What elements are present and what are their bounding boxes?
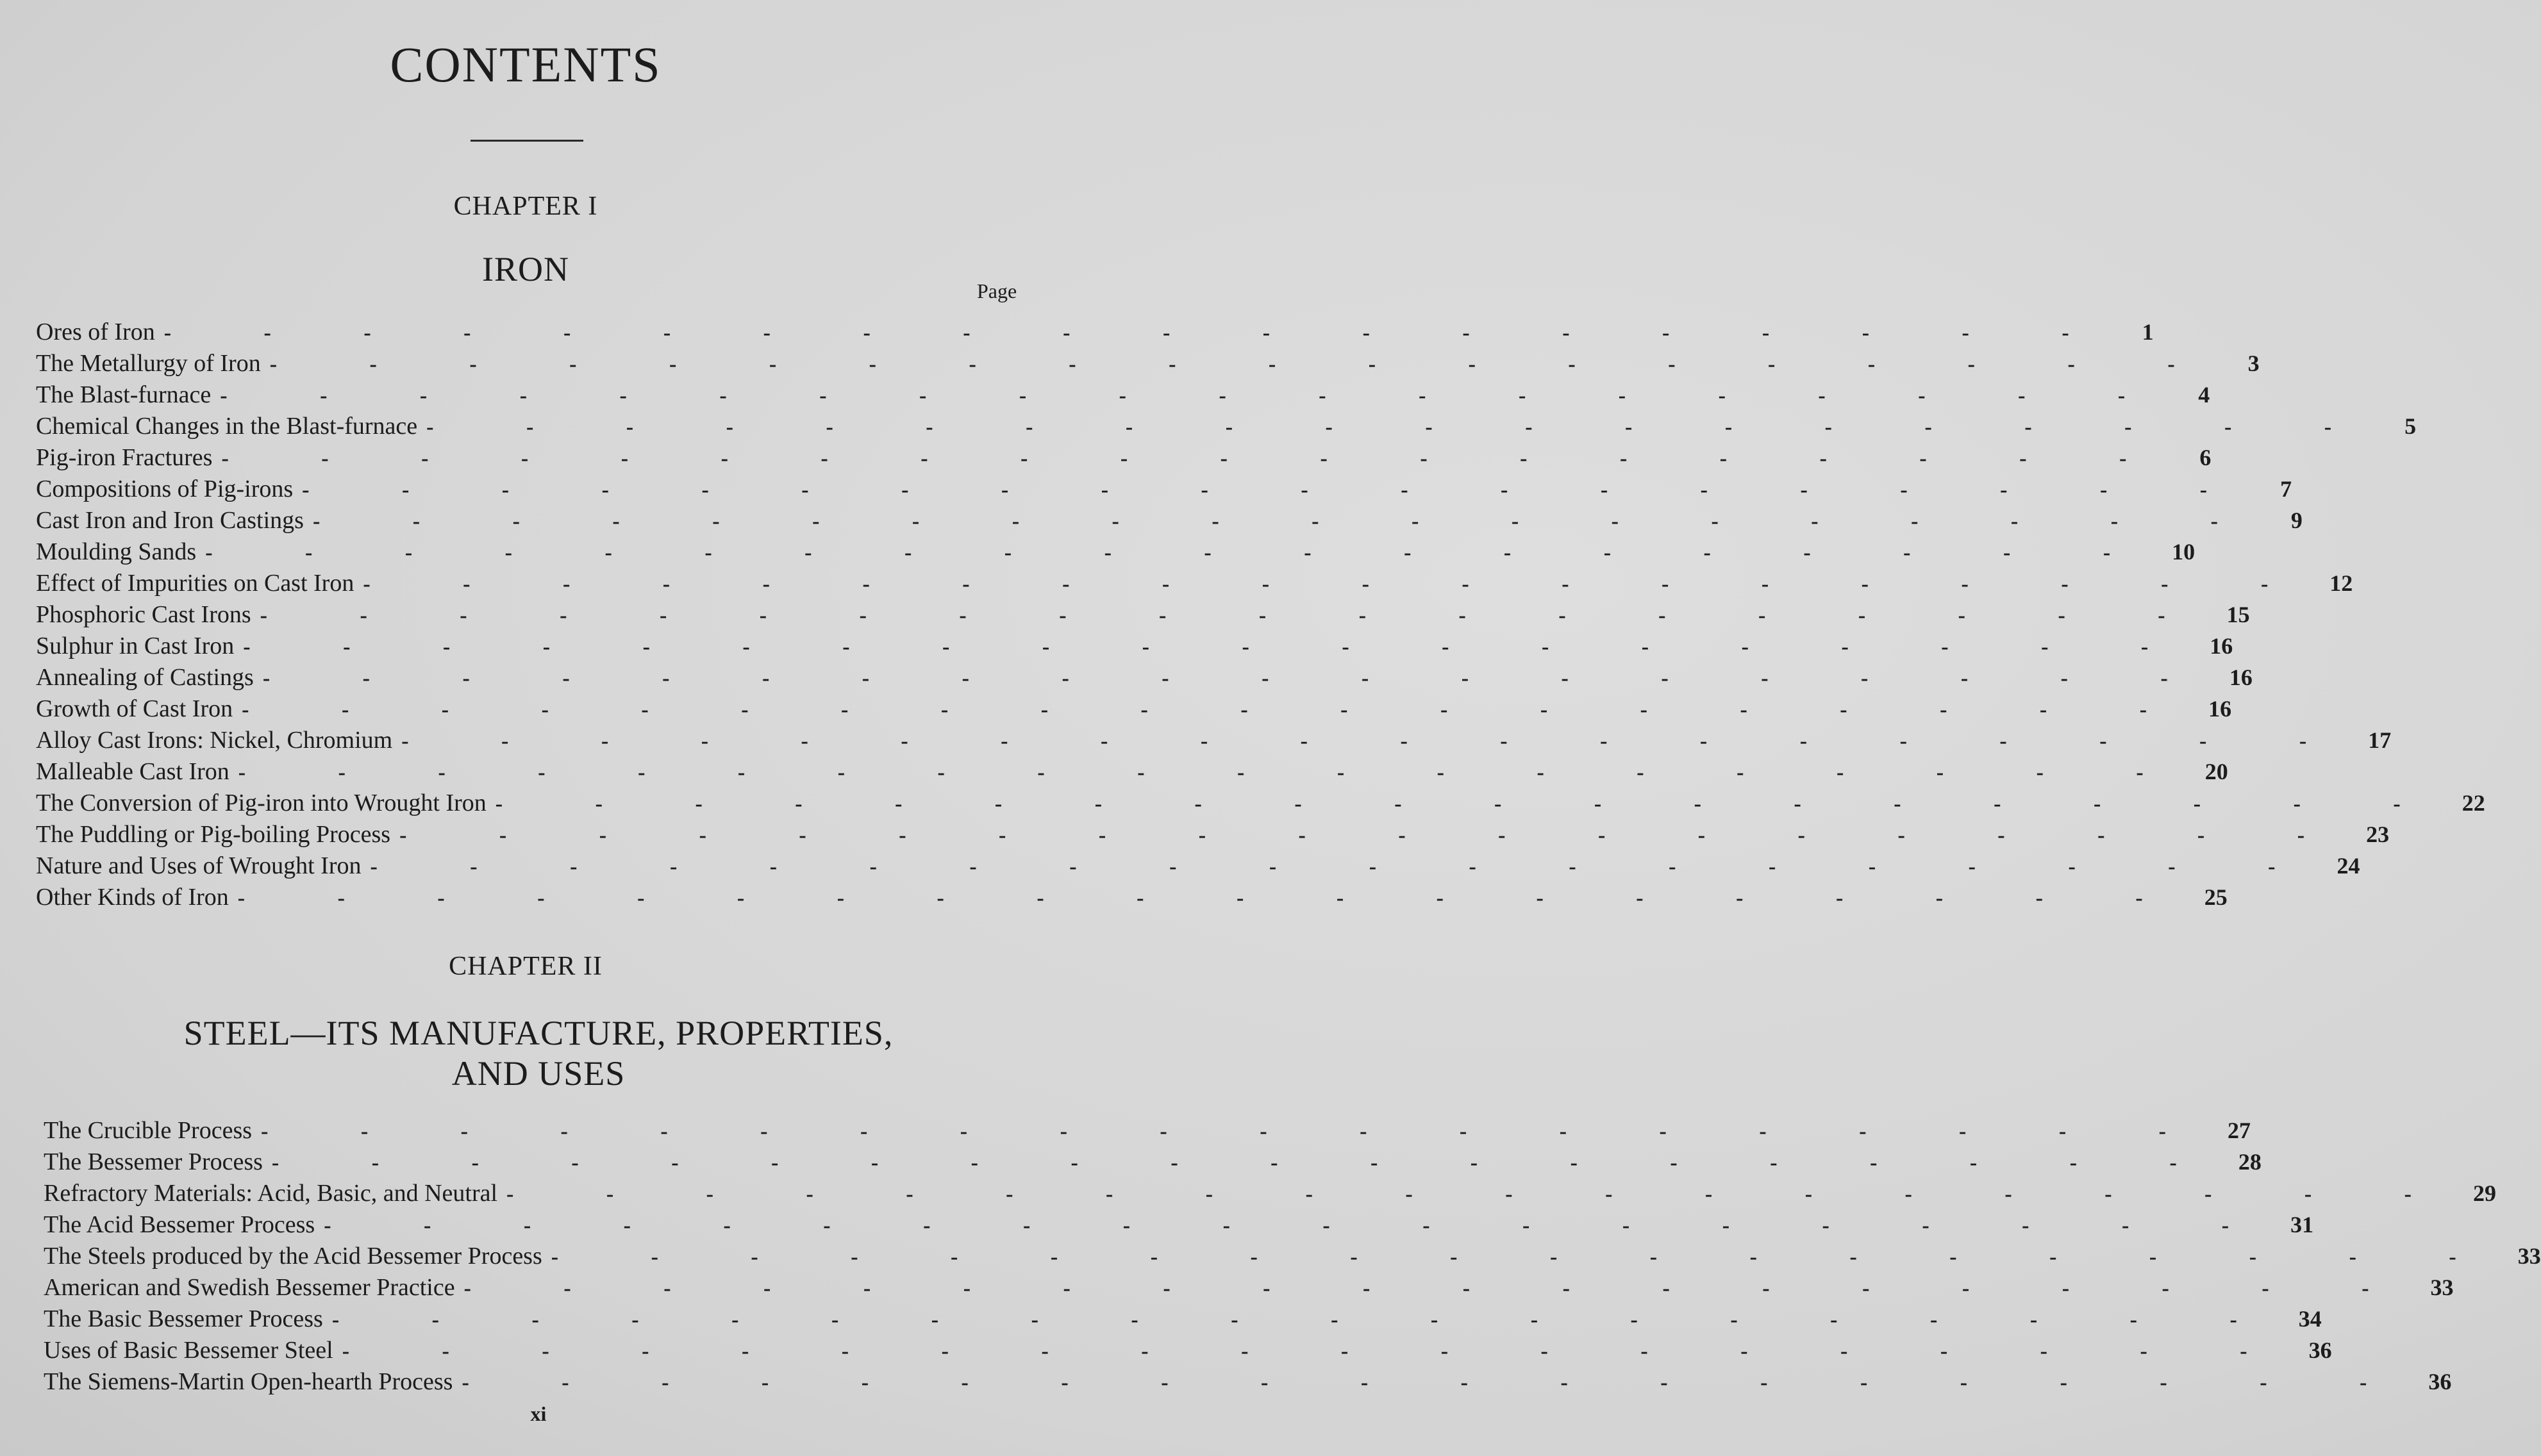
toc-entry[interactable] (44, 1273, 2454, 1305)
dot-leader: - - - - - - - - - - - - - - - - - - - - (260, 604, 2209, 627)
chapter-2-entries (44, 1116, 2541, 1399)
dot-leader: - - - - - - - - - - - - - - - - - - - - (238, 761, 2187, 784)
page-number-folio: xi (530, 1402, 547, 1425)
toc-entry-page: 7 (2280, 476, 2292, 502)
toc-entry-page: 4 (2198, 382, 2210, 408)
toc-entry[interactable] (36, 318, 2154, 349)
dot-leader: - - - - - - - - - - - - - - - - - - - - (302, 478, 2251, 502)
dot-leader: - - - - - - - - - - - - - - - - - - - - (495, 792, 2444, 816)
dot-leader: - - - - - - - - - - - - - - - - - - - - (399, 823, 2349, 847)
toc-entry-title: Nature and Uses of Wrought Iron (36, 852, 362, 879)
dot-leader: - - - - - - - - - - - - - - - - - - - - (331, 1308, 2281, 1332)
toc-entry[interactable] (44, 1336, 2332, 1368)
toc-entry-page: 33 (2430, 1275, 2454, 1300)
toc-entry-page: 6 (2199, 445, 2212, 470)
toc-entry-title: The Crucible Process (44, 1117, 253, 1144)
toc-entry-page: 34 (2298, 1306, 2322, 1332)
toc-entry-title: Cast Iron and Iron Castings (36, 507, 304, 534)
dot-leader: - - - - - - - - - - - - - - - - - - - - (342, 1339, 2291, 1363)
dot-leader: - - - - - - - - - - - - - - - - - - - - (221, 447, 2170, 470)
dot-leader: - - - - - - - - - - - - - - - - - - - - (237, 886, 2187, 910)
toc-entry[interactable] (36, 726, 2392, 757)
page-column-header: Page (977, 279, 1017, 302)
dot-leader: - - - - - - - - - - - - - - - - - - - - (271, 1151, 2220, 1175)
chapter-2-label: CHAPTER II (449, 952, 603, 981)
toc-entry-title: The Acid Bessemer Process (44, 1211, 315, 1238)
toc-entry-title: Pig-iron Fractures (36, 444, 213, 471)
toc-entry[interactable] (36, 663, 2253, 695)
toc-entry-title: The Metallurgy of Iron (36, 350, 261, 377)
dot-leader: - - - - - - - - - - - - - - - - - - - - (220, 384, 2169, 408)
toc-entry-title: The Bessemer Process (44, 1148, 263, 1175)
toc-entry[interactable] (36, 349, 2260, 381)
toc-entry[interactable] (36, 695, 2232, 726)
chapter-1-title: IRON (482, 250, 569, 288)
toc-entry-page: 29 (2472, 1180, 2496, 1206)
toc-entry[interactable] (44, 1305, 2322, 1336)
toc-entry-title: Ores of Iron (36, 318, 155, 345)
dot-leader: - - - - - - - - - - - - - - - - - - - - (370, 855, 2319, 879)
toc-entry-title: Phosphoric Cast Irons (36, 601, 251, 628)
dot-leader: - - - - - - - - - - - - - - - - - - - - (243, 635, 2192, 659)
toc-entry[interactable] (36, 820, 2390, 852)
toc-entry-title: Effect of Impurities on Cast Iron (36, 570, 354, 597)
toc-entry-page: 24 (2337, 853, 2360, 879)
dot-leader: - - - - - - - - - - - - - - - - - - - - (163, 321, 2113, 345)
toc-entry-title: The Basic Bessemer Process (44, 1305, 323, 1332)
toc-entry-page: 16 (2210, 633, 2233, 659)
toc-entry-title: The Steels produced by the Acid Bessemer Process (44, 1243, 542, 1270)
toc-entry-page: 22 (2462, 790, 2485, 816)
toc-entry-title: Other Kinds of Iron (36, 884, 229, 911)
toc-entry-title: Moulding Sands (36, 538, 197, 565)
toc-entry-page: 33 (2517, 1243, 2541, 1269)
toc-entry-page: 3 (2247, 351, 2260, 376)
dot-leader: - - - - - - - - - - - - - - - - - - - - (261, 1120, 2210, 1143)
toc-entry-title: Refractory Materials: Acid, Basic, and Neutral (44, 1180, 498, 1207)
toc-entry-title: The Blast-furnace (36, 381, 212, 408)
dot-leader: - - - - - - - - - - - - - - - - - - - - (242, 698, 2191, 722)
toc-entry-page: 17 (2368, 727, 2392, 753)
toc-entry-title: The Puddling or Pig-boiling Process (36, 821, 391, 848)
toc-entry-title: Sulphur in Cast Iron (36, 633, 235, 659)
dot-leader: - - - - - - - - - - - - - - - - - - - - (205, 541, 2154, 565)
toc-entry[interactable] (44, 1116, 2251, 1148)
toc-entry[interactable] (36, 600, 2250, 632)
toc-entry-title: Compositions of Pig-irons (36, 476, 294, 502)
toc-entry[interactable] (36, 506, 2303, 538)
toc-entry-page: 16 (2229, 665, 2253, 690)
title-divider (471, 140, 583, 142)
dot-leader: - - - - - - - - - - - - - - - - - - - - (312, 509, 2262, 533)
dot-leader: - - - - - - - - - - - - - - - - - - - - (401, 729, 2351, 753)
dot-leader: - - - - - - - - - - - - - - - - - - - - (262, 666, 2212, 690)
toc-entry[interactable] (36, 381, 2210, 412)
toc-entry[interactable] (36, 443, 2212, 475)
chapter-2-title-line-1: STEEL—ITS MANUFACTURE, PROPERTIES, (183, 1014, 894, 1052)
toc-entry[interactable] (44, 1368, 2452, 1399)
toc-entry[interactable] (36, 852, 2360, 883)
toc-entry-page: 23 (2366, 822, 2390, 847)
page-title: CONTENTS (390, 37, 662, 92)
toc-entry-page: 20 (2204, 759, 2228, 784)
dot-leader: - - - - - - - - - - - - - - - - - - - - (506, 1182, 2455, 1206)
toc-entry-title: Growth of Cast Iron (36, 695, 233, 722)
dot-leader: - - - - - - - - - - - - - - - - - - - - (324, 1214, 2273, 1237)
toc-entry-title: The Conversion of Pig-iron into Wrought Iron (36, 790, 487, 816)
toc-entry[interactable] (36, 475, 2292, 506)
toc-entry[interactable] (44, 1211, 2314, 1242)
toc-entry[interactable] (44, 1242, 2541, 1273)
toc-entry[interactable] (36, 883, 2228, 914)
dot-leader: - - - - - - - - - - - - - - - - - - - - (269, 352, 2219, 376)
toc-entry[interactable] (36, 538, 2195, 569)
toc-entry-page: 1 (2142, 319, 2154, 345)
toc-entry[interactable] (44, 1148, 2262, 1179)
toc-entry-title: Chemical Changes in the Blast-furnace (36, 413, 418, 440)
toc-entry[interactable] (36, 632, 2233, 663)
toc-entry-title: American and Swedish Bessemer Practice (44, 1274, 455, 1301)
toc-entry-title: Uses of Basic Bessemer Steel (44, 1337, 333, 1364)
toc-entry-page: 28 (2238, 1149, 2262, 1175)
toc-entry-page: 15 (2226, 602, 2250, 627)
toc-entry[interactable] (36, 412, 2417, 443)
dot-leader: - - - - - - - - - - - - - - - - - - - - (551, 1245, 2500, 1269)
toc-entry-page: 36 (2308, 1337, 2332, 1363)
toc-entry-title: Annealing of Castings (36, 664, 254, 691)
toc-entry[interactable] (36, 757, 2228, 789)
toc-entry-page: 36 (2428, 1369, 2452, 1394)
chapter-2-title-line-2: AND USES (451, 1054, 626, 1093)
dot-leader: - - - - - - - - - - - - - - - - - - - - (463, 1277, 2413, 1300)
toc-entry-title: Malleable Cast Iron (36, 758, 229, 785)
toc-entry-page: 25 (2204, 884, 2228, 910)
toc-entry-page: 10 (2172, 539, 2195, 565)
dot-leader: - - - - - - - - - - - - - - - - - - - - (363, 572, 2312, 596)
toc-entry-title: Alloy Cast Irons: Nickel, Chromium (36, 727, 393, 754)
toc-entry[interactable] (36, 789, 2485, 820)
chapter-1-label: CHAPTER I (453, 192, 598, 221)
dot-leader: - - - - - - - - - - - - - - - - - - - - (462, 1371, 2411, 1394)
toc-entry-page: 31 (2290, 1212, 2314, 1237)
toc-entry[interactable] (36, 569, 2353, 600)
dot-leader: - - - - - - - - - - - - - - - - - - - - (426, 415, 2376, 439)
toc-entry-page: 27 (2227, 1118, 2251, 1143)
toc-entry[interactable] (44, 1179, 2496, 1211)
toc-entry-page: 12 (2329, 570, 2353, 596)
toc-entry-page: 16 (2208, 696, 2232, 722)
toc-entry-page: 9 (2290, 508, 2303, 533)
chapter-1-entries (36, 318, 2485, 914)
toc-entry-page: 5 (2404, 413, 2417, 439)
toc-entry-title: The Siemens-Martin Open-hearth Process (44, 1368, 453, 1395)
